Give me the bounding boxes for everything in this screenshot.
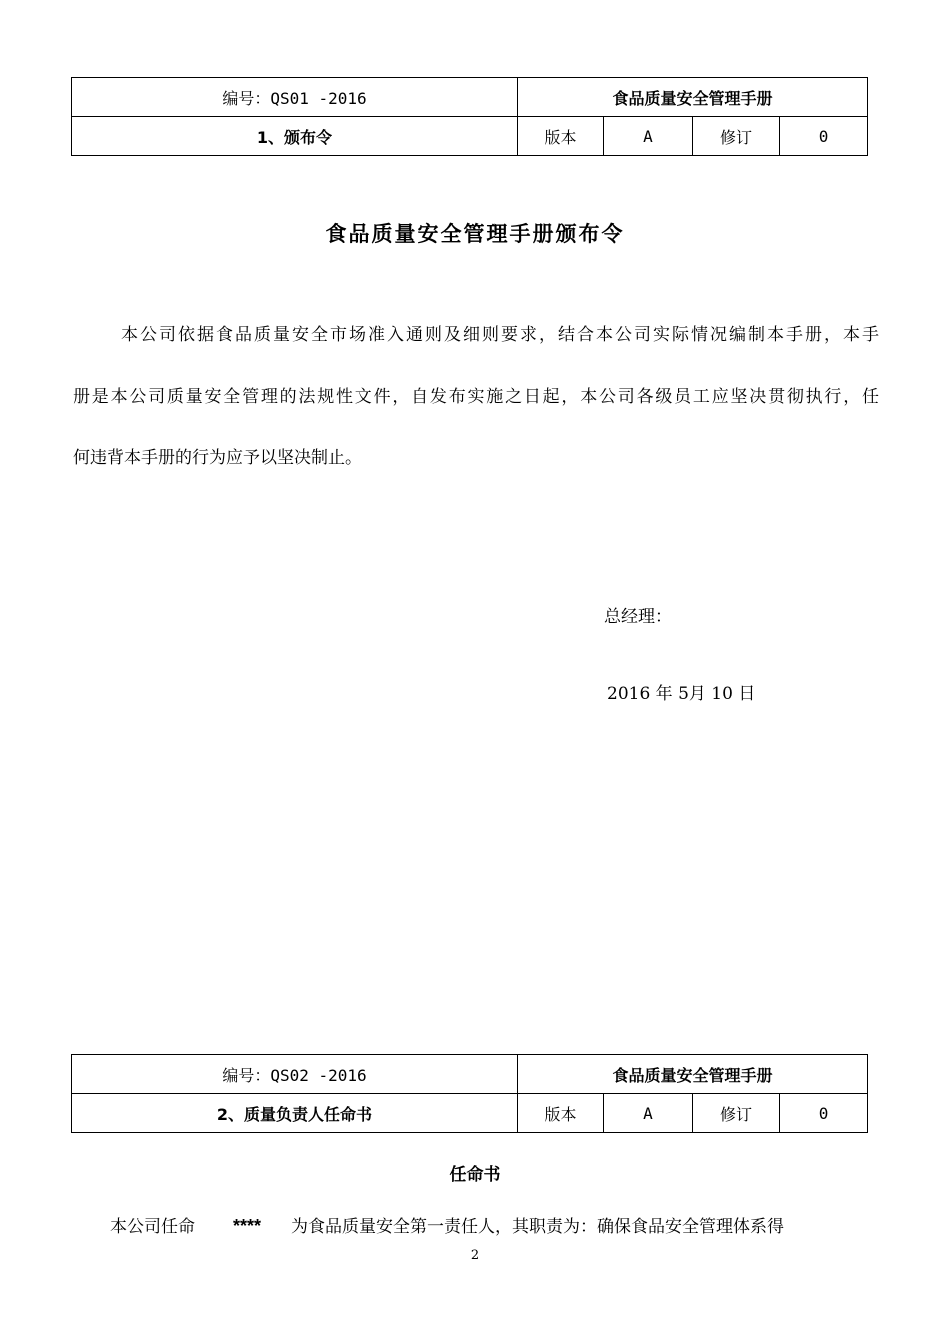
version-label: 版本 bbox=[518, 1094, 604, 1133]
version-label: 版本 bbox=[518, 117, 604, 156]
manual-title: 食品质量安全管理手册 bbox=[518, 78, 868, 117]
appointment-prefix: 本公司任命 bbox=[110, 1217, 195, 1237]
revision-value: 0 bbox=[780, 117, 868, 156]
decree-line-3: 何违背本手册的行为应予以坚决制止。 bbox=[73, 448, 362, 468]
decree-date: 2016 年 5月 10 日 bbox=[607, 684, 756, 704]
doc-header-table-2 bbox=[71, 1054, 868, 1133]
version-value: A bbox=[604, 117, 693, 156]
doc-code: 编号：QS01 -2016 bbox=[72, 78, 518, 117]
decree-title: 食品质量安全管理手册颁布令 bbox=[325, 221, 625, 246]
appointment-text bbox=[110, 1212, 880, 1237]
appointee-name-mask: **** bbox=[233, 1216, 262, 1236]
page-number: 2 bbox=[470, 1248, 480, 1263]
section-title: 2、质量负责人任命书 bbox=[72, 1094, 518, 1133]
appointment-body: 为食品质量安全第一责任人，其职责为：确保食品安全管理体系得 bbox=[291, 1217, 785, 1237]
signer-label: 总经理： bbox=[604, 607, 672, 627]
decree-line-2: 册是本公司质量安全管理的法规性文件，自发布实施之日起，本公司各级员工应坚决贯彻执行，任 bbox=[73, 387, 879, 407]
section-title: 1、颁布令 bbox=[72, 117, 518, 156]
revision-label: 修订 bbox=[693, 117, 780, 156]
appointment-title: 任命书 bbox=[449, 1165, 501, 1185]
manual-title: 食品质量安全管理手册 bbox=[518, 1055, 868, 1094]
version-value: A bbox=[604, 1094, 693, 1133]
revision-label: 修订 bbox=[693, 1094, 780, 1133]
doc-header-table-1 bbox=[71, 77, 868, 156]
doc-code: 编号：QS02 -2016 bbox=[72, 1055, 518, 1094]
decree-line-1: 本公司依据食品质量安全市场准入通则及细则要求，结合本公司实际情况编制本手册，本手 bbox=[121, 325, 879, 345]
revision-value: 0 bbox=[780, 1094, 868, 1133]
